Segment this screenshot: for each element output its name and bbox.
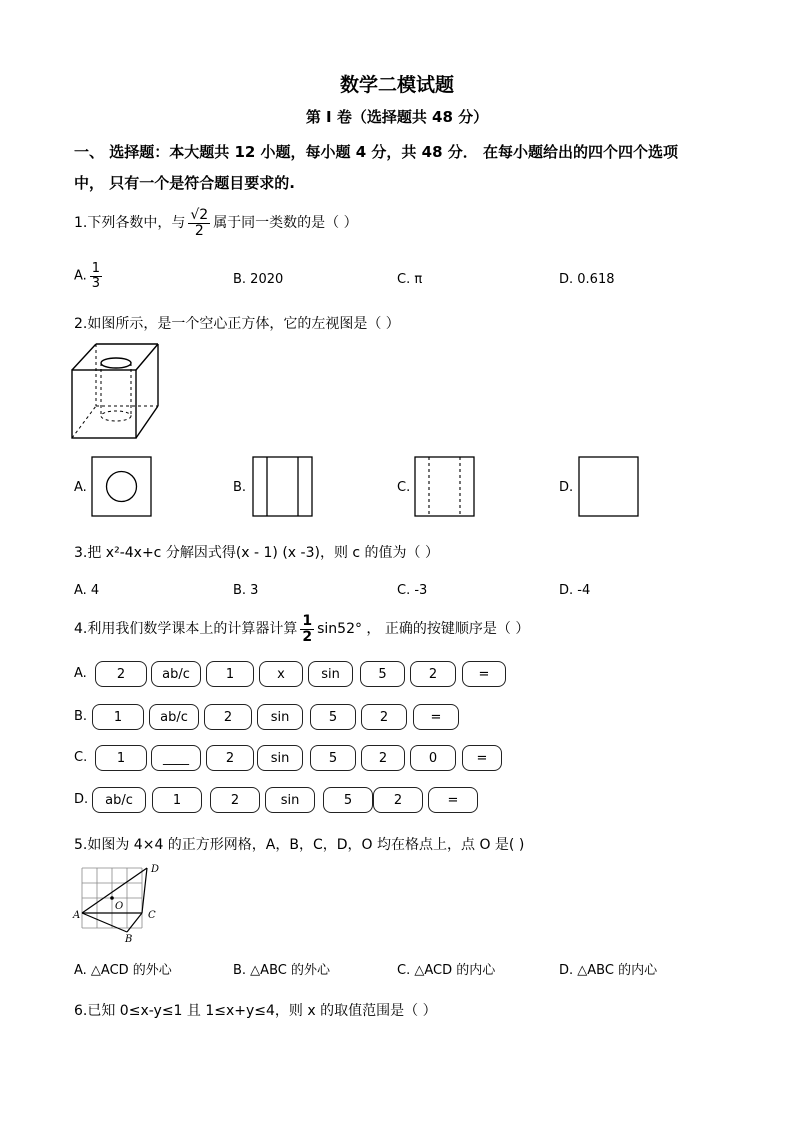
q5-label-a: A	[73, 910, 81, 921]
q4-row-b-key: sin	[257, 704, 303, 730]
q1-option-c: C. π	[397, 272, 423, 287]
q2-option-a-label: A.	[74, 480, 87, 495]
q4-row-d-key: sin	[265, 787, 315, 813]
question-1	[74, 208, 358, 238]
q4-row-a-key: 1	[206, 661, 254, 687]
q4-frac-num: 1	[302, 613, 313, 629]
q5-option-b: B. △ABC 的外心	[233, 963, 330, 978]
q4-row-b-label: B.	[74, 709, 88, 724]
q4-row-c-key: 1	[95, 745, 147, 771]
q5-option-a: A. △ACD 的外心	[74, 963, 172, 978]
q4-row-c-key: 5	[310, 745, 356, 771]
q1-option-a-fraction	[90, 262, 102, 290]
q4-fraction	[300, 614, 314, 644]
q4-row-c-key: ____	[151, 745, 201, 771]
question-4	[74, 614, 529, 644]
q4-row-b-key: 2	[361, 704, 407, 730]
q4-row-d-key: ab/c	[92, 787, 146, 813]
q4-row-b-key: =	[413, 704, 459, 730]
q1-suffix: 属于同一类数的是（ ）	[213, 215, 358, 232]
q1-option-d: D. 0.618	[559, 272, 615, 287]
q4-row-b-key: ab/c	[149, 704, 199, 730]
q1-opt-a-num: 1	[91, 261, 101, 276]
section-instructions-line2: 中， 只有一个是符合题目要求的.	[74, 174, 295, 192]
question-2: 2.如图所示，是一个空心正方体，它的左视图是（ ）	[74, 316, 400, 332]
q4-row-b-key: 1	[92, 704, 144, 730]
q2-option-c-figure	[414, 456, 476, 518]
q4-row-c-key: 2	[206, 745, 254, 771]
q4-row-a-key: sin	[308, 661, 353, 687]
q4-row-d-key: 5	[323, 787, 373, 813]
page-subtitle: 第 I 卷（选择题共 48 分）	[305, 108, 489, 126]
hollow-cube-figure	[70, 340, 162, 442]
q4-row-a-key: 2	[95, 661, 147, 687]
q4-row-a-key: 2	[410, 661, 456, 687]
q1-frac-den: 2	[194, 222, 204, 239]
q1-option-b: B. 2020	[233, 272, 284, 287]
q4-suffix: sin52° ， 正确的按键顺序是（ ）	[317, 621, 530, 638]
q2-option-b-figure	[252, 456, 314, 518]
q4-row-c-key: 2	[361, 745, 405, 771]
page-title: 数学二模试题	[339, 74, 454, 96]
q5-option-c: C. △ACD 的内心	[397, 963, 496, 978]
question-3: 3.把 x²-4x+c 分解因式得(x - 1) (x -3)，则 c 的值为（ ）	[74, 545, 440, 561]
q1-fraction	[188, 208, 210, 238]
q4-row-a-key: 5	[360, 661, 405, 687]
q1-frac-num: √2	[190, 207, 209, 223]
q5-label-o: O	[115, 901, 124, 912]
question-6: 6.已知 0≤x-y≤1 且 1≤x+y≤4，则 x 的取值范围是（ ）	[74, 1003, 437, 1019]
q3-option-b: B. 3	[233, 583, 259, 598]
q4-row-c-label: C.	[74, 750, 88, 765]
q3-option-a: A. 4	[74, 583, 100, 598]
q4-row-d-label: D.	[74, 792, 89, 807]
q1-prefix: 1.下列各数中，与	[74, 215, 186, 232]
q3-option-c: C. -3	[397, 583, 428, 598]
q2-option-d-label: D.	[559, 480, 574, 495]
q1-option-a	[74, 262, 105, 290]
q4-row-a-key: x	[259, 661, 303, 687]
q4-row-d-key: 1	[152, 787, 202, 813]
q5-label-b: B	[125, 934, 133, 945]
q3-option-d: D. -4	[559, 583, 591, 598]
q4-row-d-key: 2	[373, 787, 423, 813]
q4-row-a-key: =	[462, 661, 506, 687]
section-instructions-line1: 一、 选择题：本大题共 12 小题，每小题 4 分，共 48 分． 在每小题给出的四个四个选项	[74, 143, 678, 161]
q4-row-b-key: 5	[310, 704, 356, 730]
q4-row-a-label: A.	[74, 666, 87, 681]
q4-row-a-key: ab/c	[151, 661, 201, 687]
q4-row-d-key: 2	[210, 787, 260, 813]
q5-label-d: D	[151, 864, 160, 875]
q5-grid-figure	[70, 862, 162, 946]
question-5: 5.如图为 4×4 的正方形网格，A，B，C，D，O 均在格点上，点 O 是( )	[74, 837, 525, 853]
q4-row-c-key: =	[462, 745, 502, 771]
q5-label-c: C	[148, 910, 156, 921]
q4-frac-den: 2	[302, 628, 313, 645]
q4-row-c-key: sin	[257, 745, 303, 771]
q1-opt-a-den: 3	[91, 275, 101, 291]
q2-option-c-label: C.	[397, 480, 411, 495]
q5-option-d: D. △ABC 的内心	[559, 963, 658, 978]
q4-row-c-key: 0	[410, 745, 456, 771]
q2-option-a-figure	[91, 456, 153, 518]
q4-row-d-key: =	[428, 787, 478, 813]
q4-prefix: 4.利用我们数学课本上的计算器计算	[74, 621, 298, 638]
q2-option-b-label: B.	[233, 480, 247, 495]
q4-row-b-key: 2	[204, 704, 252, 730]
q2-option-d-figure	[578, 456, 640, 518]
q1-option-a-label: A.	[74, 268, 87, 284]
